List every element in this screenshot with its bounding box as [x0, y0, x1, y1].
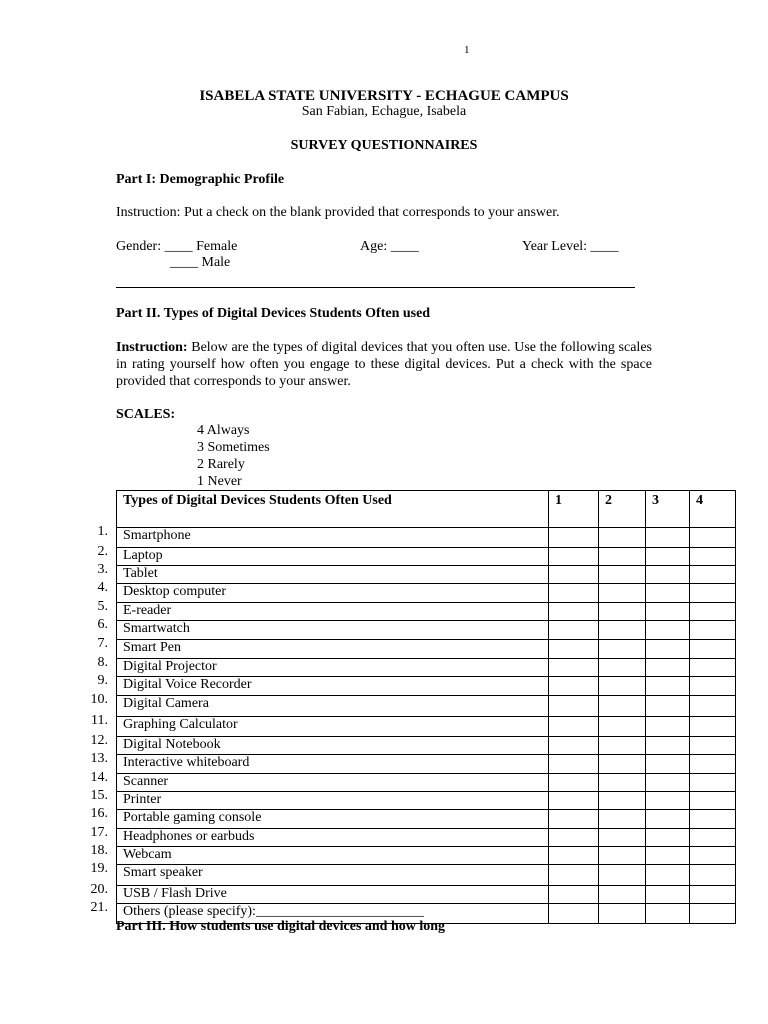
rating-cell-3[interactable]	[646, 904, 690, 924]
rating-cell-2[interactable]	[599, 548, 646, 566]
row-number: 9.	[97, 673, 108, 688]
rating-cell-3[interactable]	[646, 717, 690, 737]
part1-heading: Part I: Demographic Profile	[116, 172, 285, 187]
table-row	[117, 886, 736, 904]
table-row	[117, 774, 736, 792]
header-scale-4: 4	[690, 491, 736, 528]
rating-cell-2[interactable]	[599, 810, 646, 829]
row-number: 5.	[97, 599, 108, 614]
rating-cell-3[interactable]	[646, 829, 690, 847]
device-name: Interactive whiteboard	[117, 755, 549, 774]
rating-cell-3[interactable]	[646, 659, 690, 677]
rating-cell-3[interactable]	[646, 755, 690, 774]
rating-cell-3[interactable]	[646, 640, 690, 659]
rating-cell-4[interactable]	[690, 847, 736, 865]
rating-cell-4[interactable]	[690, 886, 736, 904]
device-name: Smart speaker	[117, 865, 549, 886]
table-row	[117, 755, 736, 774]
part3-heading: Part III. How students use digital devices and how long	[116, 919, 446, 934]
rating-cell-2[interactable]	[599, 904, 646, 924]
device-name: Digital Projector	[117, 659, 549, 677]
rating-cell-1[interactable]	[549, 659, 599, 677]
document-title: SURVEY QUESTIONNAIRES	[290, 138, 478, 153]
device-name: Portable gaming console	[117, 810, 549, 829]
row-number: 15.	[90, 788, 108, 803]
rating-cell-3[interactable]	[646, 677, 690, 696]
table-row	[117, 717, 736, 737]
table-row	[117, 603, 736, 621]
devices-table	[116, 490, 736, 924]
rating-cell-4[interactable]	[690, 865, 736, 886]
rating-cell-3[interactable]	[646, 621, 690, 640]
table-row	[117, 548, 736, 566]
rating-cell-3[interactable]	[646, 566, 690, 584]
rating-cell-3[interactable]	[646, 774, 690, 792]
rating-cell-2[interactable]	[599, 774, 646, 792]
device-name: Smart Pen	[117, 640, 549, 659]
table-row	[117, 528, 736, 548]
device-name: Printer	[117, 792, 549, 810]
rating-cell-4[interactable]	[690, 548, 736, 566]
table-row	[117, 792, 736, 810]
rating-cell-2[interactable]	[599, 640, 646, 659]
rating-cell-2[interactable]	[599, 659, 646, 677]
row-number: 4.	[97, 580, 108, 595]
rating-cell-1[interactable]	[549, 755, 599, 774]
rating-cell-4[interactable]	[690, 621, 736, 640]
rating-cell-3[interactable]	[646, 528, 690, 548]
rating-cell-1[interactable]	[549, 584, 599, 603]
rating-cell-1[interactable]	[549, 829, 599, 847]
rating-cell-3[interactable]	[646, 810, 690, 829]
rating-cell-4[interactable]	[690, 774, 736, 792]
device-name: Webcam	[117, 847, 549, 865]
rating-cell-3[interactable]	[646, 792, 690, 810]
rating-cell-4[interactable]	[690, 659, 736, 677]
device-name: USB / Flash Drive	[117, 886, 549, 904]
age-field[interactable]: Age: ____	[360, 239, 419, 254]
rating-cell-2[interactable]	[599, 847, 646, 865]
rating-cell-1[interactable]	[549, 566, 599, 584]
part2-instruction	[116, 339, 652, 390]
gender-male-field[interactable]: ____ Male	[170, 255, 231, 270]
scale-item: 2 Rarely	[197, 457, 245, 472]
header-scale-1: 1	[549, 491, 599, 528]
table-row	[117, 640, 736, 659]
rating-cell-2[interactable]	[599, 865, 646, 886]
table-row	[117, 621, 736, 640]
rating-cell-3[interactable]	[646, 886, 690, 904]
row-number: 13.	[90, 751, 108, 766]
rating-cell-3[interactable]	[646, 603, 690, 621]
rating-cell-1[interactable]	[549, 528, 599, 548]
gender-female-field[interactable]: Gender: ____ Female	[116, 239, 238, 254]
rating-cell-2[interactable]	[599, 621, 646, 640]
table-row	[117, 696, 736, 717]
row-number: 11.	[91, 713, 108, 728]
year-level-field[interactable]: Year Level: ____	[522, 239, 619, 254]
rating-cell-3[interactable]	[646, 548, 690, 566]
rating-cell-1[interactable]	[549, 774, 599, 792]
rating-cell-1[interactable]	[549, 847, 599, 865]
table-row	[117, 659, 736, 677]
rating-cell-4[interactable]	[690, 566, 736, 584]
rating-cell-2[interactable]	[599, 755, 646, 774]
device-name: Laptop	[117, 548, 549, 566]
rating-cell-4[interactable]	[690, 717, 736, 737]
device-name: Digital Voice Recorder	[117, 677, 549, 696]
rating-cell-2[interactable]	[599, 737, 646, 755]
table-row	[117, 847, 736, 865]
rating-cell-3[interactable]	[646, 847, 690, 865]
part1-instruction: Instruction: Put a check on the blank provided that corresponds to your answer.	[116, 205, 560, 220]
university-address: San Fabian, Echague, Isabela	[301, 104, 467, 119]
device-name: Tablet	[117, 566, 549, 584]
rating-cell-4[interactable]	[690, 810, 736, 829]
header-scale-3: 3	[646, 491, 690, 528]
device-name: Others (please specify):________________________	[117, 904, 549, 924]
rating-cell-1[interactable]	[549, 621, 599, 640]
device-name: Digital Camera	[117, 696, 549, 717]
rating-cell-2[interactable]	[599, 566, 646, 584]
table-row	[117, 829, 736, 847]
rating-cell-2[interactable]	[599, 717, 646, 737]
rating-cell-2[interactable]	[599, 584, 646, 603]
scale-item: 3 Sometimes	[197, 440, 270, 455]
row-number: 12.	[90, 733, 108, 748]
part2-instruction-text: Below are the types of digital devices that you often use. Use the following scales in rating yourself how often you engage to these digital devices. Put a check with the space provided that corresponds to your answer.	[116, 340, 652, 389]
rating-cell-1[interactable]	[549, 677, 599, 696]
rating-cell-3[interactable]	[646, 584, 690, 603]
section-divider	[116, 287, 635, 288]
row-number: 20.	[90, 882, 108, 897]
university-name: ISABELA STATE UNIVERSITY - ECHAGUE CAMPUS	[199, 88, 569, 104]
device-name: Graphing Calculator	[117, 717, 549, 737]
header-scale-2: 2	[599, 491, 646, 528]
row-number: 14.	[90, 770, 108, 785]
part2-instruction-label: Instruction:	[116, 340, 188, 355]
scale-item: 4 Always	[197, 423, 250, 438]
rating-cell-4[interactable]	[690, 737, 736, 755]
row-number: 3.	[97, 562, 108, 577]
device-name: Scanner	[117, 774, 549, 792]
rating-cell-2[interactable]	[599, 886, 646, 904]
row-number: 19.	[90, 861, 108, 876]
rating-cell-4[interactable]	[690, 677, 736, 696]
table-row	[117, 566, 736, 584]
row-number: 16.	[90, 806, 108, 821]
table-row	[117, 865, 736, 886]
rating-cell-2[interactable]	[599, 528, 646, 548]
rating-cell-3[interactable]	[646, 696, 690, 717]
device-name: E-reader	[117, 603, 549, 621]
rating-cell-1[interactable]	[549, 737, 599, 755]
rating-cell-1[interactable]	[549, 904, 599, 924]
header-devices: Types of Digital Devices Students Often Used	[117, 491, 549, 528]
rating-cell-4[interactable]	[690, 528, 736, 548]
table-row	[117, 584, 736, 603]
rating-cell-1[interactable]	[549, 640, 599, 659]
rating-cell-2[interactable]	[599, 696, 646, 717]
rating-cell-4[interactable]	[690, 755, 736, 774]
rating-cell-4[interactable]	[690, 603, 736, 621]
row-number: 8.	[97, 655, 108, 670]
rating-cell-2[interactable]	[599, 603, 646, 621]
device-name: Smartwatch	[117, 621, 549, 640]
scale-item: 1 Never	[197, 474, 242, 489]
table-row	[117, 677, 736, 696]
rating-cell-1[interactable]	[549, 696, 599, 717]
row-number: 7.	[97, 636, 108, 651]
device-name: Digital Notebook	[117, 737, 549, 755]
row-number: 17.	[90, 825, 108, 840]
row-number: 18.	[90, 843, 108, 858]
rating-cell-1[interactable]	[549, 717, 599, 737]
rating-cell-4[interactable]	[690, 584, 736, 603]
rating-cell-1[interactable]	[549, 865, 599, 886]
rating-cell-1[interactable]	[549, 810, 599, 829]
table-row	[117, 810, 736, 829]
rating-cell-3[interactable]	[646, 865, 690, 886]
rating-cell-2[interactable]	[599, 677, 646, 696]
row-number: 2.	[97, 544, 108, 559]
rating-cell-4[interactable]	[690, 640, 736, 659]
rating-cell-4[interactable]	[690, 696, 736, 717]
rating-cell-3[interactable]	[646, 737, 690, 755]
rating-cell-1[interactable]	[549, 886, 599, 904]
scales-label: SCALES:	[116, 407, 176, 422]
rating-cell-1[interactable]	[549, 603, 599, 621]
row-number: 6.	[97, 617, 108, 632]
rating-cell-2[interactable]	[599, 829, 646, 847]
rating-cell-2[interactable]	[599, 792, 646, 810]
table-row	[117, 737, 736, 755]
row-number: 1.	[97, 524, 108, 539]
page-number: 1	[464, 44, 470, 56]
row-number: 10.	[90, 692, 108, 707]
table-header-row	[117, 491, 736, 528]
part2-heading: Part II. Types of Digital Devices Students Often used	[116, 306, 431, 321]
device-name: Smartphone	[117, 528, 549, 548]
device-name: Headphones or earbuds	[117, 829, 549, 847]
rating-cell-1[interactable]	[549, 792, 599, 810]
rating-cell-1[interactable]	[549, 548, 599, 566]
rating-cell-4[interactable]	[690, 792, 736, 810]
row-number: 21.	[90, 900, 108, 915]
rating-cell-4[interactable]	[690, 829, 736, 847]
rating-cell-4[interactable]	[690, 904, 736, 924]
device-name: Desktop computer	[117, 584, 549, 603]
